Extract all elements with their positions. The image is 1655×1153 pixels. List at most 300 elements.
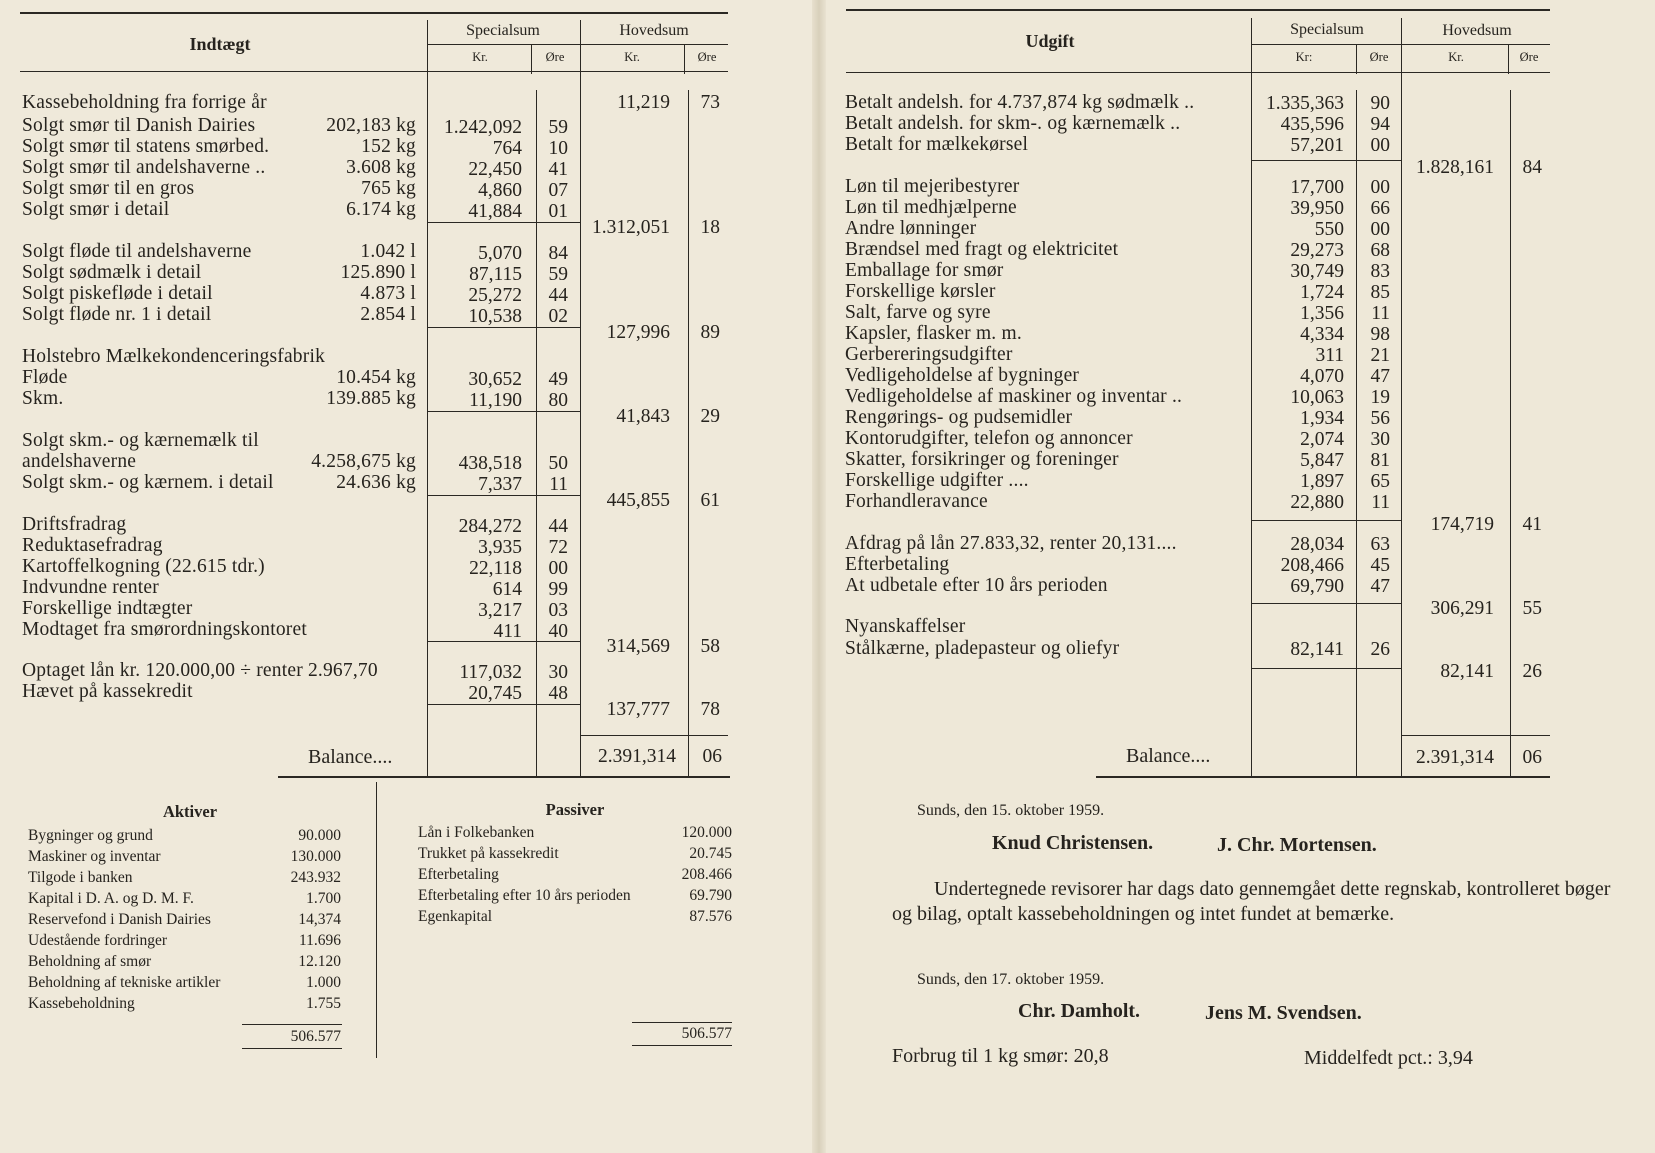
expense-row-label: Kapsler, flasker m. m. bbox=[845, 323, 1022, 344]
expense-main-ore: 84 bbox=[1522, 157, 1542, 178]
income-special-kr: 87,115 bbox=[469, 264, 522, 285]
income-special-kr: 11,190 bbox=[469, 390, 522, 411]
expense-special-kr: 1.335,363 bbox=[1266, 93, 1344, 114]
expense-bottom-rule bbox=[1096, 776, 1550, 778]
asset-row-label: Tilgode i banken bbox=[28, 869, 133, 886]
income-special-ore: 59 bbox=[548, 117, 568, 138]
income-main-ore: 58 bbox=[700, 636, 720, 657]
income-special-kr: 22,450 bbox=[468, 159, 522, 180]
expense-special-kr: 1,356 bbox=[1300, 303, 1344, 324]
income-row bbox=[22, 681, 422, 703]
expense-row bbox=[845, 491, 1245, 513]
expense-row-label: Andre lønninger bbox=[845, 218, 977, 239]
expense-row bbox=[845, 281, 1245, 303]
liabilities-total-rule bbox=[632, 1022, 732, 1023]
income-row-quantity: 765 kg bbox=[361, 178, 416, 199]
income-special-kr: 411 bbox=[493, 621, 522, 642]
expense-main-ore: 26 bbox=[1522, 661, 1542, 682]
expense-special-kr: 435,596 bbox=[1280, 114, 1344, 135]
income-special-kr: 3,935 bbox=[478, 537, 522, 558]
income-row-label: Forskellige indtægter bbox=[22, 598, 193, 619]
income-title: Indtægt bbox=[189, 34, 251, 54]
income-row-label: Skm. bbox=[22, 388, 64, 409]
expense-row-label: Forskellige kørsler bbox=[845, 281, 996, 302]
income-vline-ore bbox=[536, 90, 537, 778]
income-row bbox=[22, 157, 422, 179]
income-row-quantity: 6.174 kg bbox=[346, 199, 416, 220]
income-row-label: Kassebeholdning fra forrige år bbox=[22, 92, 267, 113]
income-special-ore: 49 bbox=[548, 369, 568, 390]
expense-col-special: Specialsum bbox=[1290, 21, 1364, 38]
income-sub-kr-main: Kr. bbox=[624, 50, 640, 64]
income-main-kr: 314,569 bbox=[606, 636, 670, 657]
expense-subtotal-rule bbox=[1252, 160, 1402, 161]
expense-row bbox=[845, 239, 1245, 261]
income-row bbox=[22, 304, 422, 326]
signature-knud-christensen: Knud Christensen. bbox=[992, 832, 1154, 854]
income-row bbox=[22, 283, 422, 305]
expense-row bbox=[845, 616, 1245, 638]
expense-special-ore: 68 bbox=[1370, 240, 1390, 261]
expense-row bbox=[845, 197, 1245, 219]
expense-row-label: Betalt for mælkekørsel bbox=[845, 134, 1029, 155]
assets-title: Aktiver bbox=[162, 802, 218, 821]
income-special-kr: 438,518 bbox=[458, 453, 522, 474]
expense-balance-ore: 06 bbox=[1522, 747, 1542, 768]
expense-special-ore: 00 bbox=[1370, 219, 1390, 240]
expense-sub-kr: Kr: bbox=[1295, 50, 1313, 64]
income-main-ore: 18 bbox=[700, 217, 720, 238]
expense-special-kr: 2,074 bbox=[1300, 429, 1344, 450]
income-special-kr: 30,652 bbox=[468, 369, 522, 390]
expense-special-kr: 4,070 bbox=[1300, 366, 1344, 387]
expense-special-ore: 26 bbox=[1370, 639, 1390, 660]
income-special-kr: 5,070 bbox=[478, 243, 522, 264]
income-row-label: Solgt smør til andelshaverne .. bbox=[22, 157, 266, 178]
income-main-ore: 73 bbox=[700, 92, 720, 113]
income-col-main: Hovedsum bbox=[619, 22, 689, 39]
expense-special-kr: 5,847 bbox=[1300, 450, 1344, 471]
income-special-ore: 48 bbox=[548, 683, 568, 704]
expense-sub-ore: Øre bbox=[1369, 50, 1389, 64]
expense-special-ore: 19 bbox=[1370, 387, 1390, 408]
expense-row-label: Skatter, forsikringer og foreninger bbox=[845, 449, 1119, 470]
income-row-label: Kartoffelkogning (22.615 tdr.) bbox=[22, 556, 265, 577]
expense-row-label: At udbetale efter 10 års perioden bbox=[845, 575, 1108, 596]
expense-special-ore: 81 bbox=[1370, 450, 1390, 471]
expense-vline-ore-main bbox=[1510, 90, 1511, 778]
expense-special-ore: 11 bbox=[1371, 303, 1390, 324]
income-header-rule bbox=[20, 71, 728, 72]
income-row bbox=[22, 346, 422, 368]
expense-row bbox=[845, 302, 1245, 324]
liability-row-label: Lån i Folkebanken bbox=[418, 824, 535, 841]
signature-j-chr-mortensen: J. Chr. Mortensen. bbox=[1217, 834, 1377, 856]
income-special-kr: 41,884 bbox=[468, 201, 522, 222]
income-special-ore: 07 bbox=[548, 180, 568, 201]
expense-special-ore: 00 bbox=[1370, 177, 1390, 198]
income-row-label: Modtaget fra smørordningskontoret bbox=[22, 619, 307, 640]
income-special-kr: 20,745 bbox=[468, 683, 522, 704]
income-main-kr: 445,855 bbox=[606, 490, 670, 511]
expense-row-label: Løn til mejeribestyrer bbox=[845, 176, 1020, 197]
income-vline-sub1 bbox=[531, 44, 532, 74]
expense-special-ore: 11 bbox=[1371, 492, 1390, 513]
income-sub-kr: Kr. bbox=[472, 50, 488, 64]
income-row-label: Solgt sødmælk i detail bbox=[22, 262, 202, 283]
expense-special-kr: 208,466 bbox=[1280, 555, 1344, 576]
asset-row-label: Kapital i D. A. og D. M. F. bbox=[28, 890, 194, 907]
expense-vline-main bbox=[1401, 18, 1402, 778]
income-special-kr: 284,272 bbox=[458, 516, 522, 537]
income-balance-label: Balance.... bbox=[308, 746, 393, 768]
liability-row-label: Efterbetaling bbox=[418, 866, 499, 883]
income-special-kr: 1.242,092 bbox=[444, 117, 522, 138]
income-row-label: Solgt piskefløde i detail bbox=[22, 283, 213, 304]
expense-total-rule bbox=[1402, 735, 1550, 736]
expense-row bbox=[845, 92, 1245, 114]
income-row-label: Solgt fløde til andelshaverne bbox=[22, 241, 252, 262]
expense-special-kr: 10,063 bbox=[1290, 387, 1344, 408]
asset-row-label: Maskiner og inventar bbox=[28, 848, 161, 865]
expense-special-kr: 30,749 bbox=[1290, 261, 1344, 282]
expense-row bbox=[845, 533, 1245, 555]
income-main-kr: 127,996 bbox=[606, 322, 670, 343]
income-row bbox=[22, 430, 422, 452]
income-special-kr: 3,217 bbox=[478, 600, 522, 621]
expense-row bbox=[845, 176, 1245, 198]
expense-vline-ore bbox=[1356, 90, 1357, 778]
income-sub-rule bbox=[428, 44, 728, 45]
liability-row-value: 87.576 bbox=[689, 908, 732, 925]
income-row bbox=[22, 136, 422, 158]
income-row-quantity: 1.042 l bbox=[360, 241, 416, 262]
expense-row bbox=[845, 407, 1245, 429]
income-row bbox=[22, 199, 422, 221]
income-bottom-rule bbox=[278, 776, 730, 778]
asset-row-label: Udestående fordringer bbox=[28, 932, 168, 949]
expense-vline-sub1 bbox=[1356, 44, 1357, 74]
income-row-label: Solgt smør til en gros bbox=[22, 178, 195, 199]
expense-vline-sub2 bbox=[1508, 44, 1509, 74]
expense-main-kr: 306,291 bbox=[1430, 598, 1494, 619]
income-special-kr: 4,860 bbox=[478, 180, 522, 201]
income-row bbox=[22, 598, 422, 620]
asset-row-label: Reservefond i Danish Dairies bbox=[28, 911, 211, 928]
income-row-label: Solgt smør til statens smørbed. bbox=[22, 136, 270, 157]
income-balance-ore: 06 bbox=[702, 746, 722, 767]
expense-special-kr: 28,034 bbox=[1290, 534, 1344, 555]
income-special-ore: 11 bbox=[549, 474, 568, 495]
expense-special-ore: 63 bbox=[1370, 534, 1390, 555]
expense-row-label: Betalt andelsh. for 4.737,874 kg sødmælk .. bbox=[845, 92, 1195, 113]
income-row-quantity: 125.890 l bbox=[340, 262, 416, 283]
income-special-kr: 10,538 bbox=[468, 306, 522, 327]
liability-row-label: Egenkapital bbox=[418, 908, 493, 925]
expense-special-kr: 1,724 bbox=[1300, 282, 1344, 303]
income-row-label: Solgt skm.- og kærnemælk til bbox=[22, 430, 259, 451]
expense-row bbox=[845, 113, 1245, 135]
signoff-date-2: Sunds, den 17. oktober 1959. bbox=[917, 971, 1105, 988]
income-special-ore: 84 bbox=[548, 243, 568, 264]
expense-row-label: Stålkærne, pladepasteur og oliefyr bbox=[845, 638, 1120, 659]
income-special-ore: 02 bbox=[548, 306, 568, 327]
expense-special-ore: 47 bbox=[1370, 366, 1390, 387]
asset-row-value: 1.755 bbox=[306, 995, 341, 1012]
liabilities-title: Passiver bbox=[545, 800, 605, 819]
signature-jens-m-svendsen: Jens M. Svendsen. bbox=[1205, 1002, 1362, 1024]
asset-row-label: Beholdning af tekniske artikler bbox=[28, 974, 221, 991]
expense-subtotal-rule bbox=[1252, 520, 1402, 521]
income-row-quantity: 139.885 kg bbox=[326, 388, 416, 409]
income-main-ore: 29 bbox=[700, 406, 720, 427]
income-special-ore: 30 bbox=[548, 662, 568, 683]
income-special-ore: 41 bbox=[548, 159, 568, 180]
income-special-ore: 40 bbox=[548, 621, 568, 642]
income-row bbox=[22, 577, 422, 599]
expense-row bbox=[845, 218, 1245, 240]
book-fold bbox=[812, 0, 826, 1153]
income-main-kr: 11,219 bbox=[617, 92, 670, 113]
expense-row bbox=[845, 470, 1245, 492]
income-row-label: Reduktasefradrag bbox=[22, 535, 163, 556]
income-sub-ore: Øre bbox=[545, 50, 565, 64]
expense-main-kr: 1.828,161 bbox=[1416, 157, 1494, 178]
expense-special-kr: 39,950 bbox=[1290, 198, 1344, 219]
income-special-ore: 80 bbox=[548, 390, 568, 411]
expense-special-ore: 65 bbox=[1370, 471, 1390, 492]
income-row-label: Solgt fløde nr. 1 i detail bbox=[22, 304, 212, 325]
income-row-quantity: 2.854 l bbox=[360, 304, 416, 325]
asset-row-value: 14,374 bbox=[298, 911, 341, 928]
income-row-label: andelshaverne bbox=[22, 451, 137, 472]
income-special-ore: 10 bbox=[548, 138, 568, 159]
income-special-ore: 44 bbox=[548, 285, 568, 306]
income-row-label: Holstebro Mælkekondenceringsfabrik bbox=[22, 346, 326, 367]
income-row-label: Solgt smør til Danish Dairies bbox=[22, 115, 256, 136]
income-row bbox=[22, 388, 422, 410]
expense-balance-label: Balance.... bbox=[1126, 745, 1211, 767]
liability-row-value: 208.466 bbox=[681, 866, 732, 883]
expense-sub-kr-main: Kr. bbox=[1448, 50, 1464, 64]
expense-row bbox=[845, 134, 1245, 156]
expense-main-kr: 82,141 bbox=[1440, 661, 1494, 682]
expense-special-ore: 47 bbox=[1370, 576, 1390, 597]
expense-row-label: Vedligeholdelse af maskiner og inventar .. bbox=[845, 386, 1183, 407]
fat-percentage-note: Middelfedt pct.: 3,94 bbox=[1304, 1047, 1473, 1069]
expense-row bbox=[845, 344, 1245, 366]
liabilities-underline bbox=[632, 1045, 732, 1046]
income-special-ore: 01 bbox=[548, 201, 568, 222]
asset-row-label: Bygninger og grund bbox=[28, 827, 153, 844]
expense-special-kr: 1,897 bbox=[1300, 471, 1344, 492]
liability-row-label: Efterbetaling efter 10 års perioden bbox=[418, 887, 631, 904]
income-row-label: Fløde bbox=[22, 367, 68, 388]
income-special-ore: 50 bbox=[548, 453, 568, 474]
expense-special-ore: 56 bbox=[1370, 408, 1390, 429]
expense-special-ore: 45 bbox=[1370, 555, 1390, 576]
assets-underline bbox=[242, 1048, 342, 1049]
expense-row bbox=[845, 365, 1245, 387]
asset-row-value: 90.000 bbox=[298, 827, 341, 844]
income-vline-ore-main bbox=[688, 90, 689, 778]
expense-special-ore: 66 bbox=[1370, 198, 1390, 219]
expense-main-ore: 55 bbox=[1522, 598, 1542, 619]
expense-special-ore: 83 bbox=[1370, 261, 1390, 282]
asset-row-value: 130.000 bbox=[290, 848, 341, 865]
expense-special-kr: 311 bbox=[1315, 345, 1344, 366]
income-vline-sub2 bbox=[684, 44, 685, 74]
expense-special-kr: 82,141 bbox=[1290, 639, 1344, 660]
income-vline-main bbox=[580, 20, 581, 778]
income-special-kr: 22,118 bbox=[469, 558, 522, 579]
liabilities-total: 506.577 bbox=[681, 1025, 732, 1042]
expense-row-label: Brændsel med fragt og elektricitet bbox=[845, 239, 1119, 260]
liability-row-value: 20.745 bbox=[689, 845, 732, 862]
income-row bbox=[22, 92, 422, 114]
income-row bbox=[22, 535, 422, 557]
signature-chr-damholt: Chr. Damholt. bbox=[1018, 1000, 1141, 1022]
liability-row-label: Trukket på kassekredit bbox=[418, 845, 559, 862]
expense-row-label: Forhandleravance bbox=[845, 491, 988, 512]
income-row-quantity: 202,183 kg bbox=[326, 115, 416, 136]
expense-row bbox=[845, 428, 1245, 450]
expense-row-label: Nyanskaffelser bbox=[845, 616, 966, 637]
expense-header-rule bbox=[846, 72, 1550, 73]
expense-special-kr: 69,790 bbox=[1290, 576, 1344, 597]
signoff-date-1: Sunds, den 15. oktober 1959. bbox=[917, 802, 1105, 819]
income-row bbox=[22, 115, 422, 137]
income-row bbox=[22, 556, 422, 578]
expense-special-kr: 550 bbox=[1314, 219, 1344, 240]
expense-row bbox=[845, 449, 1245, 471]
income-special-kr: 764 bbox=[492, 138, 522, 159]
expense-special-kr: 17,700 bbox=[1290, 177, 1344, 198]
income-col-special: Specialsum bbox=[466, 22, 540, 39]
expense-special-ore: 98 bbox=[1370, 324, 1390, 345]
income-row bbox=[22, 367, 422, 389]
expense-main-ore: 41 bbox=[1522, 514, 1542, 535]
assets-total-rule bbox=[242, 1024, 342, 1025]
liability-row-value: 69.790 bbox=[689, 887, 732, 904]
expense-row-label: Forskellige udgifter .... bbox=[845, 470, 1029, 491]
income-row-quantity: 152 kg bbox=[361, 136, 416, 157]
expense-special-kr: 4,334 bbox=[1300, 324, 1344, 345]
expense-special-kr: 29,273 bbox=[1290, 240, 1344, 261]
expense-col-main: Hovedsum bbox=[1442, 22, 1512, 39]
income-vline-special bbox=[427, 20, 428, 778]
income-row-quantity: 24.636 kg bbox=[336, 472, 416, 493]
income-main-kr: 41,843 bbox=[616, 406, 670, 427]
expense-row bbox=[845, 575, 1245, 597]
income-main-ore: 89 bbox=[700, 322, 720, 343]
expense-row-label: Emballage for smør bbox=[845, 260, 1004, 281]
asset-row-value: 243.932 bbox=[290, 869, 341, 886]
income-row bbox=[22, 451, 422, 473]
income-top-rule bbox=[20, 12, 728, 14]
expense-sub-ore-main: Øre bbox=[1519, 50, 1539, 64]
expense-subtotal-rule bbox=[1252, 668, 1402, 669]
income-row-label: Solgt skm.- og kærnem. i detail bbox=[22, 472, 274, 493]
income-sub-ore-main: Øre bbox=[697, 50, 717, 64]
income-row-label: Indvundne renter bbox=[22, 577, 159, 598]
income-row bbox=[22, 241, 422, 263]
income-main-kr: 137,777 bbox=[606, 699, 670, 720]
income-row bbox=[22, 472, 422, 494]
expense-row-label: Kontorudgifter, telefon og annoncer bbox=[845, 428, 1133, 449]
income-balance-kr: 2.391,314 bbox=[598, 746, 676, 767]
income-main-kr: 1.312,051 bbox=[592, 217, 670, 238]
income-special-kr: 117,032 bbox=[459, 662, 522, 683]
expense-row-label: Løn til medhjælperne bbox=[845, 197, 1017, 218]
expense-row-label: Salt, farve og syre bbox=[845, 302, 991, 323]
expense-row-label: Betalt andelsh. for skm-. og kærnemælk .. bbox=[845, 113, 1181, 134]
expense-special-ore: 85 bbox=[1370, 282, 1390, 303]
liability-row-value: 120.000 bbox=[681, 824, 732, 841]
assets-total: 506.577 bbox=[290, 1028, 341, 1045]
balance-sheet-divider bbox=[376, 782, 377, 1058]
expense-title: Udgift bbox=[1025, 31, 1075, 51]
expense-row bbox=[845, 260, 1245, 282]
income-row bbox=[22, 262, 422, 284]
income-special-ore: 99 bbox=[548, 579, 568, 600]
asset-row-value: 11.696 bbox=[298, 932, 341, 949]
expense-special-ore: 30 bbox=[1370, 429, 1390, 450]
income-row-label: Driftsfradrag bbox=[22, 514, 127, 535]
asset-row-value: 1.000 bbox=[306, 974, 341, 991]
butter-consumption-note: Forbrug til 1 kg smør: 20,8 bbox=[892, 1045, 1109, 1067]
expense-row bbox=[845, 323, 1245, 345]
expense-row-label: Vedligeholdelse af bygninger bbox=[845, 365, 1080, 386]
income-row bbox=[22, 619, 422, 641]
income-row-quantity: 10.454 kg bbox=[336, 367, 416, 388]
expense-special-kr: 1,934 bbox=[1300, 408, 1344, 429]
income-row-quantity: 3.608 kg bbox=[346, 157, 416, 178]
income-row-quantity: 4.873 l bbox=[360, 283, 416, 304]
expense-row bbox=[845, 554, 1245, 576]
expense-vline-special bbox=[1251, 18, 1252, 778]
income-special-ore: 03 bbox=[548, 600, 568, 621]
income-row bbox=[22, 178, 422, 200]
expense-top-rule bbox=[846, 9, 1550, 11]
asset-row-label: Beholdning af smør bbox=[28, 953, 152, 970]
income-total-rule bbox=[580, 735, 728, 736]
expense-row-label: Efterbetaling bbox=[845, 554, 950, 575]
asset-row-value: 12.120 bbox=[298, 953, 341, 970]
expense-row-label: Afdrag på lån 27.833,32, renter 20,131.... bbox=[845, 533, 1177, 554]
expense-main-kr: 174,719 bbox=[1430, 514, 1494, 535]
income-main-ore: 61 bbox=[700, 490, 720, 511]
asset-row-label: Kassebeholdning bbox=[28, 995, 135, 1012]
expense-special-ore: 90 bbox=[1370, 93, 1390, 114]
income-special-ore: 00 bbox=[548, 558, 568, 579]
income-special-kr: 7,337 bbox=[478, 474, 522, 495]
income-special-kr: 614 bbox=[492, 579, 522, 600]
income-row-label: Optaget lån kr. 120.000,00 ÷ renter 2.967,70 bbox=[22, 660, 378, 681]
income-special-kr: 25,272 bbox=[468, 285, 522, 306]
expense-special-ore: 94 bbox=[1370, 114, 1390, 135]
income-row bbox=[22, 514, 422, 536]
expense-row bbox=[845, 386, 1245, 408]
income-special-ore: 59 bbox=[548, 264, 568, 285]
expense-special-ore: 00 bbox=[1370, 135, 1390, 156]
income-row bbox=[22, 660, 422, 682]
income-row-label: Solgt smør i detail bbox=[22, 199, 170, 220]
expense-balance-kr: 2.391,314 bbox=[1416, 747, 1494, 768]
income-special-ore: 72 bbox=[548, 537, 568, 558]
income-row-quantity: 4.258,675 kg bbox=[311, 451, 416, 472]
asset-row-value: 1.700 bbox=[306, 890, 341, 907]
